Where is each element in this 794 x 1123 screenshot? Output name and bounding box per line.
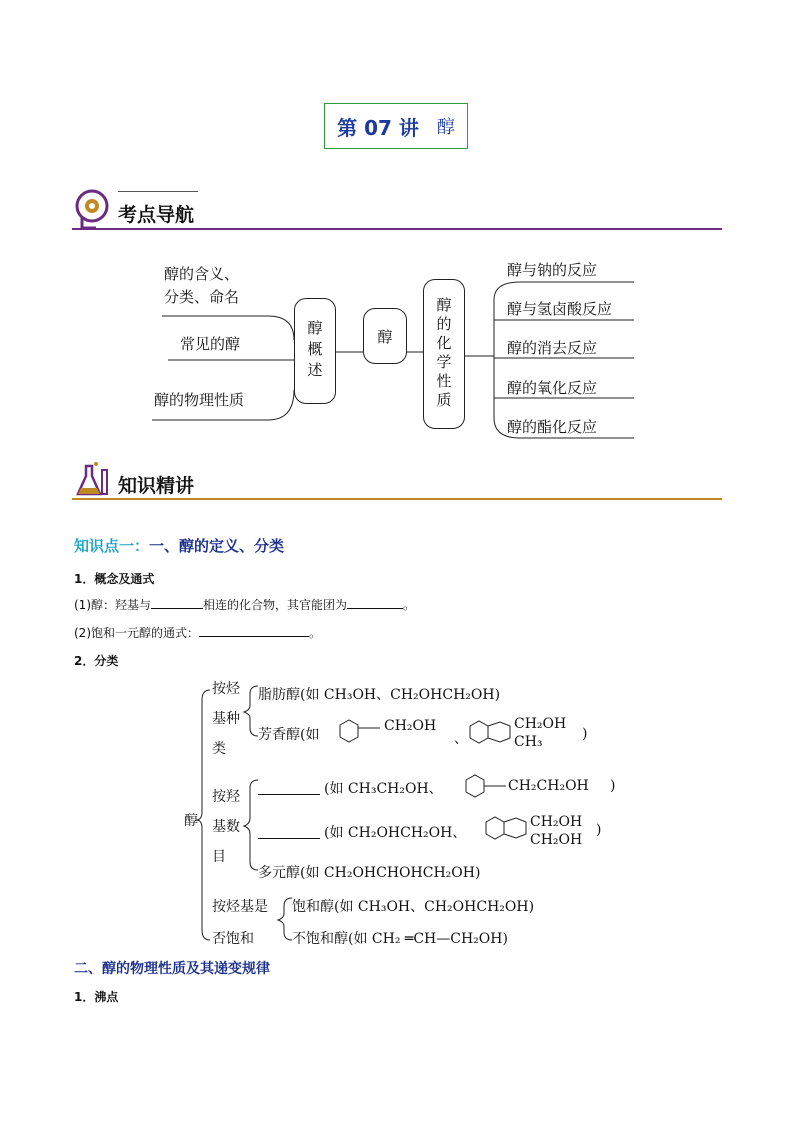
group-label: 类 xyxy=(212,741,226,757)
class-item: 脂肪醇(如 CH₃OH、CH₂OHCH₂OH) xyxy=(258,687,501,703)
mindmap-left-item: 醇的含义、 xyxy=(164,265,240,283)
group-label: 基数 xyxy=(212,819,240,835)
knowledge-point-title: 一、醇的定义、分类 xyxy=(149,537,285,555)
section-heading-physical: 二、醇的物理性质及其递变规律 xyxy=(74,961,270,977)
mindmap-right-item: 醇与氢卤酸反应 xyxy=(507,300,613,318)
text-fragment: 相连的化合物，其官能团为 xyxy=(203,598,348,612)
mindmap-overview-box: 醇概述 xyxy=(294,298,336,404)
formula-text: CH₂OH xyxy=(514,716,567,732)
class-item: 不饱和醇(如 CH₂ ═CH—CH₂OH) xyxy=(292,931,508,947)
group-label: 否饱和 xyxy=(212,931,254,947)
text-fragment: 。 xyxy=(309,626,322,640)
formula-text: CH₃ xyxy=(514,734,543,750)
fill-blank[interactable] xyxy=(258,782,320,795)
fill-blank[interactable] xyxy=(258,826,320,839)
mindmap-left-item: 醇的物理性质 xyxy=(154,391,245,409)
mindmap-center-box: 醇 xyxy=(363,308,407,364)
formula-text: CH₂OH xyxy=(530,832,583,848)
mindmap-chem-box: 醇的化学性质 xyxy=(423,279,465,429)
formula-text: CH₂CH₂OH xyxy=(508,778,589,794)
class-item: 芳香醇(如 xyxy=(258,727,320,743)
group-label: 基种 xyxy=(212,711,240,727)
class-item: (如 CH₂OHCH₂OH、 xyxy=(324,825,467,841)
group-label: 按羟 xyxy=(212,789,240,805)
subheading-boiling-point: 1．沸点 xyxy=(74,990,119,1004)
subheading-concept: 1．概念及通式 xyxy=(74,572,155,586)
formula-text: CH₂OH xyxy=(384,718,437,734)
group-label: 目 xyxy=(212,849,226,865)
class-item: 多元醇(如 CH₂OHCHOHCH₂OH) xyxy=(258,865,481,881)
class-item: (如 CH₃CH₂OH、 xyxy=(324,781,443,797)
class-item: 饱和醇(如 CH₃OH、CH₂OHCH₂OH) xyxy=(292,899,535,915)
subheading-classify: 2．分类 xyxy=(74,654,119,668)
text-fragment: (2)饱和一元醇的通式： xyxy=(74,626,199,640)
group-label: 按烃 xyxy=(212,681,240,697)
formula-text: CH₂OH xyxy=(530,814,583,830)
mindmap-left-item: 常见的醇 xyxy=(180,335,241,353)
mindmap-left-item: 分类、命名 xyxy=(164,288,240,306)
classification-root: 醇 xyxy=(184,813,198,829)
knowledge-point-label: 知识点一： xyxy=(74,537,150,555)
formula-text: ) xyxy=(582,726,588,742)
formula-text: ) xyxy=(596,822,602,838)
mindmap-right-item: 醇的氧化反应 xyxy=(507,379,598,397)
lecture-number: 第 07 讲 xyxy=(337,115,419,140)
formula-text: ) xyxy=(610,778,616,794)
section-heading-nav: 考点导航 xyxy=(118,204,195,226)
group-label: 按烃基是 xyxy=(212,899,268,915)
lecture-topic: 醇 xyxy=(436,117,455,138)
text-fragment: 。 xyxy=(403,598,416,612)
text-fragment: (1)醇：羟基与 xyxy=(74,598,151,612)
section-heading-knowledge: 知识精讲 xyxy=(118,475,195,497)
mindmap-right-item: 醇的酯化反应 xyxy=(507,418,598,436)
mindmap-right-item: 醇与钠的反应 xyxy=(507,261,598,279)
mindmap-right-item: 醇的消去反应 xyxy=(507,339,598,357)
formula-text: 、 xyxy=(454,731,468,747)
